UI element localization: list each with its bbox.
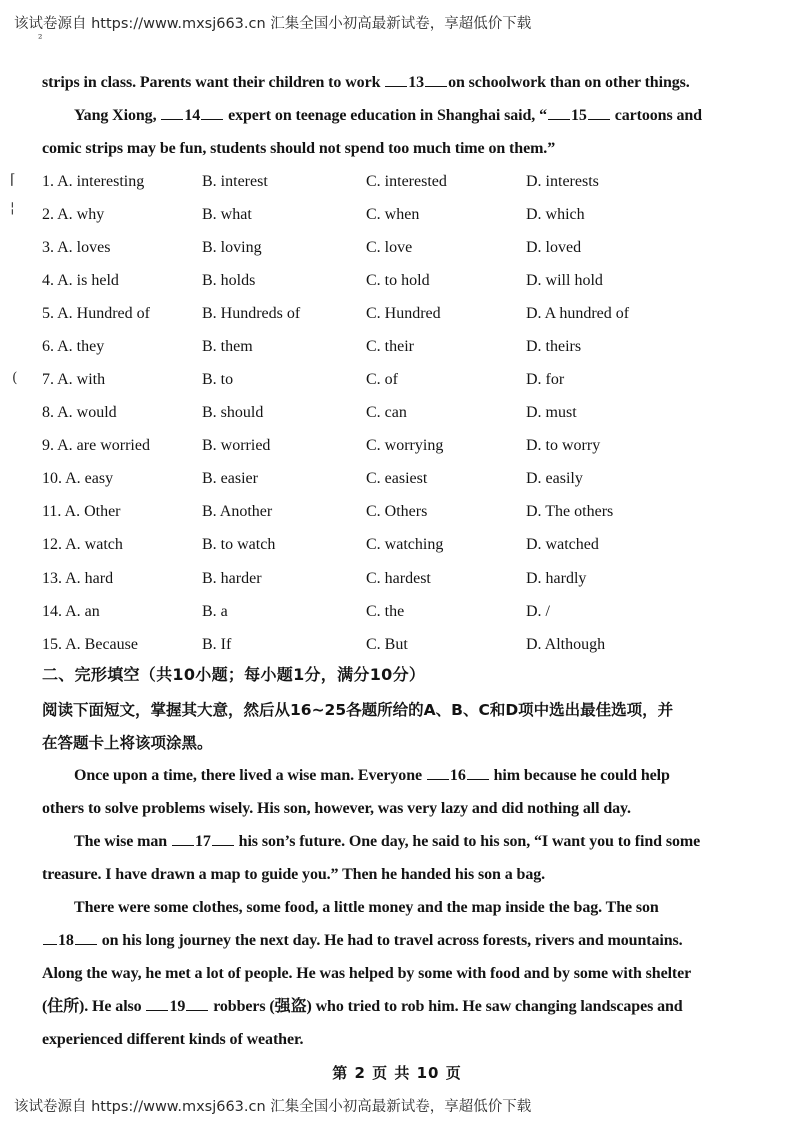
- question-row: [42, 165, 742, 198]
- option-d: D. loved: [526, 239, 582, 256]
- option-c: C. worrying: [366, 437, 444, 454]
- option-a: 13. A. hard: [42, 570, 114, 587]
- option-d: D. will hold: [526, 272, 603, 289]
- passage-1-line-2: Yang Xiong, 14 expert on teenage education in Shanghai said, “ 15 cartoons and: [74, 107, 702, 124]
- question-row: [42, 297, 742, 330]
- option-d: D. must: [526, 404, 577, 421]
- watermark-top: 该试卷源自 https://www.mxsj663.cn 汇集全国小初高最新试卷，享超低价下载: [14, 16, 532, 32]
- blank-number-15: 15: [571, 107, 587, 124]
- option-a: 14. A. an: [42, 603, 100, 620]
- blank-number-17: 17: [194, 833, 211, 850]
- option-b: B. holds: [202, 272, 256, 289]
- option-d: D. The others: [526, 503, 614, 520]
- option-a: 1. A. interesting: [42, 173, 145, 190]
- option-a: 9. A. are worried: [42, 437, 150, 454]
- option-d: D. easily: [526, 470, 583, 487]
- question-row: [42, 628, 742, 661]
- page-number: 第 2 页 共 10 页: [332, 1064, 462, 1082]
- margin-mark: ⌈: [10, 172, 16, 188]
- option-c: C. the: [366, 603, 405, 620]
- option-d: D. /: [526, 603, 550, 620]
- option-d: D. hardly: [526, 570, 587, 587]
- option-a: 11. A. Other: [42, 503, 121, 520]
- option-b: B. what: [202, 206, 252, 223]
- passage-2-line-8: (住所). He also 19 robbers (强盗) who tried to rob him. He saw changing landscapes and: [42, 998, 683, 1015]
- option-b: B. to watch: [202, 536, 276, 553]
- question-row: [42, 264, 742, 297]
- passage-1-line-1: strips in class. Parents want their children to work 13 on schoolwork than on other things.: [42, 74, 690, 91]
- option-a: 10. A. easy: [42, 470, 114, 487]
- option-c: C. can: [366, 404, 407, 421]
- option-b: B. should: [202, 404, 264, 421]
- option-a: 8. A. would: [42, 404, 117, 421]
- question-row: [42, 495, 742, 528]
- option-c: C. watching: [366, 536, 444, 553]
- section-heading: 二、完形填空（共10小题；每小题1分，满分10分）: [42, 665, 426, 684]
- option-a: 12. A. watch: [42, 536, 123, 553]
- option-b: B. to: [202, 371, 234, 388]
- option-a: 3. A. loves: [42, 239, 111, 256]
- option-d: D. to worry: [526, 437, 601, 454]
- section-instruction: 阅读下面短文，掌握其大意，然后从16~25各题所给的A、B、C和D项中选出最佳选项，并 在答题卡上将该项涂黑。: [42, 701, 674, 752]
- passage-2-line-7: Along the way, he met a lot of people. He was helped by some with food and by some with shelter: [42, 965, 692, 982]
- blank-number-19: 19: [169, 998, 186, 1015]
- option-c: C. love: [366, 239, 413, 256]
- option-c: C. when: [366, 206, 420, 223]
- option-b: B. loving: [202, 239, 262, 256]
- option-d: D. watched: [526, 536, 599, 553]
- option-b: B. easier: [202, 470, 258, 487]
- option-c: C. Others: [366, 503, 428, 520]
- option-a: 2. A. why: [42, 206, 105, 223]
- option-d: D. interests: [526, 173, 599, 190]
- option-d: D. for: [526, 371, 565, 388]
- passage-2-line-4: treasure. I have drawn a map to guide you.” Then he handed his son a bag.: [42, 866, 546, 883]
- option-b: B. a: [202, 603, 228, 620]
- option-c: C. their: [366, 338, 414, 355]
- passage-2-line-1: Once upon a time, there lived a wise man. Everyone 16 him because he could help: [74, 767, 670, 784]
- option-b: B. harder: [202, 570, 262, 587]
- option-b: B. worried: [202, 437, 271, 454]
- option-b: B. Another: [202, 503, 273, 520]
- blank-number-13: 13: [408, 74, 425, 91]
- watermark-bottom: 该试卷源自 https://www.mxsj663.cn 汇集全国小初高最新试卷，享超低价下载: [14, 1099, 532, 1115]
- option-d: D. theirs: [526, 338, 582, 355]
- passage-2-line-6: 18 on his long journey the next day. He had to travel across forests, rivers and mountains.: [42, 924, 726, 957]
- passage-2-line-5: There were some clothes, some food, a little money and the map inside the bag. The son: [74, 899, 659, 916]
- option-c: C. hardest: [366, 570, 431, 587]
- question-row: [42, 231, 742, 264]
- blank-number-16: 16: [449, 767, 466, 784]
- option-a: 7. A. with: [42, 371, 106, 388]
- blank-number-18: 18: [58, 932, 74, 949]
- passage-2-line-9: experienced different kinds of weather.: [42, 1031, 304, 1048]
- passage-2-line-2: others to solve problems wisely. His son, however, was very lazy and did nothing all day.: [42, 800, 631, 817]
- option-c: C. easiest: [366, 470, 428, 487]
- option-a: 4. A. is held: [42, 272, 119, 289]
- question-row: [42, 198, 742, 231]
- option-b: B. Hundreds of: [202, 305, 301, 322]
- option-d: D. Although: [526, 636, 606, 653]
- option-a: 5. A. Hundred of: [42, 305, 150, 322]
- margin-mark: ²: [38, 32, 43, 45]
- blank-number-14: 14: [184, 107, 201, 124]
- option-a: 6. A. they: [42, 338, 105, 355]
- question-row: [42, 396, 742, 429]
- passage-2-line-3: The wise man 17 his son’s future. One day, he said to his son, “I want you to find some: [74, 833, 701, 850]
- option-a: 15. A. Because: [42, 636, 138, 653]
- passage-1: [42, 66, 726, 165]
- option-d: D. which: [526, 206, 585, 223]
- question-row: [42, 528, 742, 561]
- option-c: C. But: [366, 636, 408, 653]
- question-row: [42, 363, 742, 396]
- question-row: [42, 429, 742, 462]
- option-c: C. interested: [366, 173, 447, 190]
- option-b: B. If: [202, 636, 232, 653]
- option-b: B. interest: [202, 173, 268, 190]
- margin-mark: (: [12, 370, 18, 386]
- option-c: C. of: [366, 371, 398, 388]
- passage-2: [42, 759, 726, 1056]
- option-c: C. to hold: [366, 272, 430, 289]
- margin-mark: ¦: [10, 200, 15, 216]
- option-c: C. Hundred: [366, 305, 441, 322]
- question-row: [42, 595, 742, 628]
- question-row: [42, 330, 742, 363]
- option-b: B. them: [202, 338, 253, 355]
- question-row: [42, 562, 742, 595]
- option-d: D. A hundred of: [526, 305, 630, 322]
- question-row: [42, 462, 742, 495]
- passage-1-line-3: comic strips may be fun, students should not spend too much time on them.”: [42, 140, 556, 157]
